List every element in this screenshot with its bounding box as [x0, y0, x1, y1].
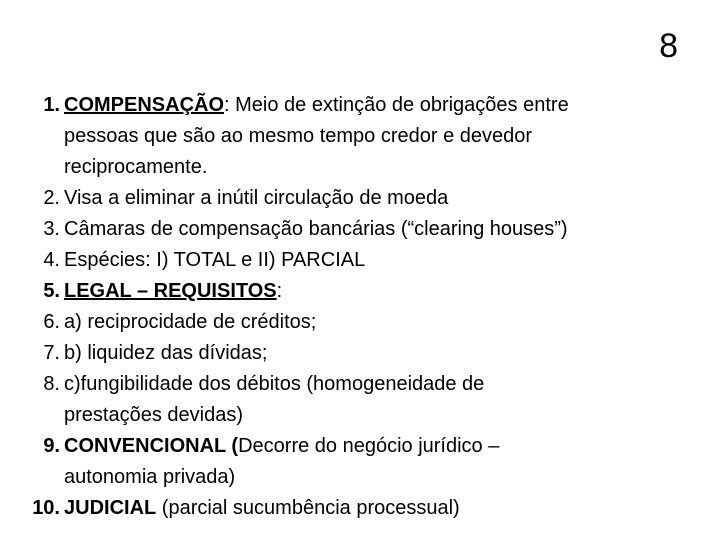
list-item-2: [24, 183, 694, 214]
list-item-6: [24, 307, 694, 338]
item-number: 7.: [43, 342, 60, 364]
item-heading: CONVENCIONAL: [64, 435, 226, 457]
item-number: 4.: [43, 249, 60, 271]
item-text: Visa a eliminar a inútil circulação de moeda: [64, 187, 449, 209]
item-number: 10.: [32, 497, 60, 519]
list-item-3: [24, 214, 694, 245]
item-text: b) liquidez das dívidas;: [64, 342, 268, 364]
item-text-line: Meio de extinção de obrigações entre: [235, 94, 569, 116]
item-text-line: prestações devidas): [64, 404, 243, 426]
list-item-5: [24, 276, 694, 307]
list-item-1: [24, 90, 694, 183]
list-item-8: [24, 369, 694, 431]
item-text-line: Decorre do negócio jurídico –: [238, 435, 500, 457]
item-number: 9.: [43, 435, 60, 457]
item-text-line: c)fungibilidade dos débitos (homogeneidade de: [64, 373, 485, 395]
item-number: 6.: [43, 311, 60, 333]
item-number: 3.: [43, 218, 60, 240]
item-heading: COMPENSAÇÃO: [64, 94, 225, 116]
list-item-4: [24, 245, 694, 276]
item-heading: LEGAL – REQUISITOS: [64, 280, 277, 302]
item-number: 5.: [43, 280, 60, 302]
numbered-list: [24, 90, 694, 524]
item-heading-colon: :: [224, 94, 230, 116]
list-item-10: [24, 493, 694, 524]
list-item-9: [24, 431, 694, 493]
item-text: (parcial sucumbência processual): [156, 497, 460, 519]
item-text-line: autonomia privada): [64, 466, 236, 488]
item-text: Câmaras de compensação bancárias (“clearing houses”): [64, 218, 568, 240]
item-text: a) reciprocidade de créditos;: [64, 311, 317, 333]
item-number: 8.: [43, 373, 60, 395]
page-number: 8: [659, 27, 678, 65]
item-number: 2.: [43, 187, 60, 209]
item-heading: JUDICIAL: [64, 497, 157, 519]
item-text-line: reciprocamente.: [64, 156, 208, 178]
item-heading-colon: :: [276, 280, 283, 302]
item-heading-paren: (: [225, 435, 239, 457]
item-text: Espécies: I) TOTAL e II) PARCIAL: [64, 249, 366, 271]
list-item-7: [24, 338, 694, 369]
item-text-line: pessoas que são ao mesmo tempo credor e devedor: [64, 125, 533, 147]
item-number: 1.: [43, 94, 60, 116]
